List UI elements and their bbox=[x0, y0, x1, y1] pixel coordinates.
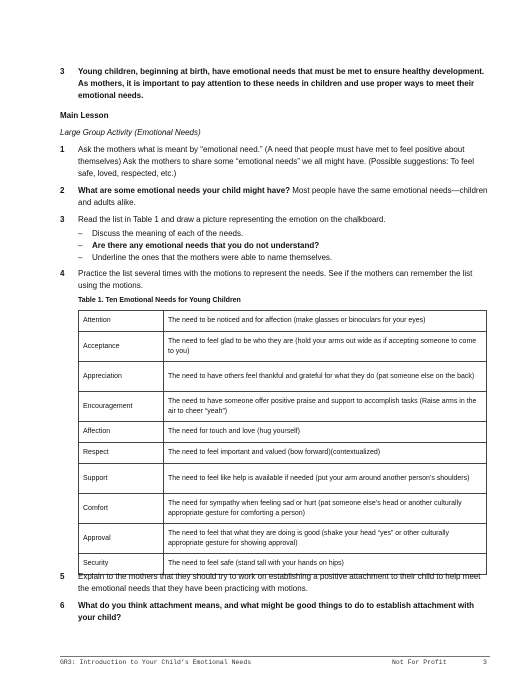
subitem-3 bbox=[78, 252, 488, 263]
table-row bbox=[79, 464, 487, 494]
subitem-1 bbox=[78, 228, 488, 239]
subitem-text: Underline the ones that the mothers were able to name themselves. bbox=[92, 253, 333, 262]
page-number: 3 bbox=[483, 659, 487, 666]
need-name: Security bbox=[79, 554, 164, 575]
step-question: What are some emotional needs your child might have? bbox=[78, 186, 291, 195]
step-number: 4 bbox=[60, 269, 65, 278]
need-name: Appreciation bbox=[79, 362, 164, 392]
need-description: The need to feel safe (stand tall with your hands on hips) bbox=[164, 554, 487, 575]
need-description: The need to be noticed and for affection (make glasses or binoculars for your eyes) bbox=[164, 311, 487, 332]
step-text: What do you think attachment means, and what might be good things to do to establish attachment with your child? bbox=[78, 601, 475, 622]
step-text: Most people have the same emotional needs—children and adults alike. bbox=[78, 186, 488, 207]
table-row bbox=[79, 392, 487, 422]
step-number: 2 bbox=[60, 186, 65, 195]
subitem-text: Discuss the meaning of each of the needs. bbox=[92, 229, 244, 238]
step-2 bbox=[60, 185, 492, 209]
subitem-2 bbox=[78, 240, 488, 251]
step-4 bbox=[60, 268, 492, 292]
step-5 bbox=[60, 571, 492, 595]
intro-item-3 bbox=[60, 66, 492, 102]
item-number: 3 bbox=[60, 67, 65, 76]
table-row bbox=[79, 494, 487, 524]
table-row bbox=[79, 332, 487, 362]
need-name: Attention bbox=[79, 311, 164, 332]
step-6 bbox=[60, 600, 492, 624]
dash-bullet: – bbox=[78, 253, 83, 262]
table-row bbox=[79, 362, 487, 392]
step-number: 1 bbox=[60, 145, 65, 154]
need-name: Acceptance bbox=[79, 332, 164, 362]
need-description: The need to feel important and valued (bow forward)(contextualized) bbox=[164, 443, 487, 464]
need-description: The need to have someone offer positive praise and support to accomplish tasks (Raise arms in the air to cheer “yeah”) bbox=[164, 392, 487, 422]
step-text: Read the list in Table 1 and draw a picture representing the emotion on the chalkboard. bbox=[78, 215, 386, 224]
need-name: Support bbox=[79, 464, 164, 494]
need-description: The need for touch and love (hug yourself) bbox=[164, 422, 487, 443]
main-lesson-heading: Main Lesson bbox=[60, 111, 109, 120]
need-description: The need to have others feel thankful and grateful for what they do (pat someone else on the back) bbox=[164, 362, 487, 392]
step-text: Ask the mothers what is meant by “emotional need.” (A need that people must have met to feel positive about themselves) Ask the mothers to share some “emotional needs” we all might have. (Possible suggestions: To feel safe, loved, respected, etc.) bbox=[78, 145, 475, 178]
need-name: Affection bbox=[79, 422, 164, 443]
step-number: 3 bbox=[60, 215, 65, 224]
dash-bullet: – bbox=[78, 229, 83, 238]
emotional-needs-table bbox=[78, 310, 487, 575]
footer-not-for-profit: Not For Profit bbox=[392, 659, 447, 666]
table-row bbox=[79, 422, 487, 443]
need-description: The need to feel like help is available if needed (put your arm around another person’s shoulders) bbox=[164, 464, 487, 494]
dash-bullet: – bbox=[78, 241, 83, 250]
need-description: The need to feel glad to be who they are (hold your arms out wide as if accepting someone to come to you) bbox=[164, 332, 487, 362]
step-3 bbox=[60, 214, 492, 226]
need-name: Comfort bbox=[79, 494, 164, 524]
step-number: 5 bbox=[60, 572, 65, 581]
need-name: Encouragement bbox=[79, 392, 164, 422]
subitem-text: Are there any emotional needs that you do not understand? bbox=[92, 241, 320, 250]
need-name: Approval bbox=[79, 524, 164, 554]
need-name: Respect bbox=[79, 443, 164, 464]
table-row bbox=[79, 524, 487, 554]
need-description: The need for sympathy when feeling sad or hurt (pat someone else’s head or another culturally appropriate gesture for comforting a person) bbox=[164, 494, 487, 524]
step-text: Practice the list several times with the motions to represent the needs. See if the mothers can remember the list using the motions. bbox=[78, 269, 473, 290]
activity-title: Large Group Activity (Emotional Needs) bbox=[60, 128, 201, 137]
item-text: Young children, beginning at birth, have emotional needs that must be met to ensure healthy development. As mothers, it is important to pay attention to these needs in children and use proper ways to meet their emotional needs. bbox=[78, 67, 485, 100]
step-text: Explain to the mothers that they should try to work on establishing a positive attachment to their child to help meet the emotional needs that they have been practicing with motions. bbox=[78, 572, 481, 593]
need-description: The need to feel that what they are doing is good (shake your head “yes” or other culturally appropriate gesture for showing approval) bbox=[164, 524, 487, 554]
step-1 bbox=[60, 144, 492, 180]
table-row bbox=[79, 443, 487, 464]
table-row bbox=[79, 311, 487, 332]
table-caption: Table 1. Ten Emotional Needs for Young Children bbox=[78, 297, 241, 304]
footer-divider bbox=[60, 656, 490, 657]
footer-title: GR3: Introduction to Your Child’s Emotional Needs bbox=[60, 659, 252, 666]
step-number: 6 bbox=[60, 601, 65, 610]
